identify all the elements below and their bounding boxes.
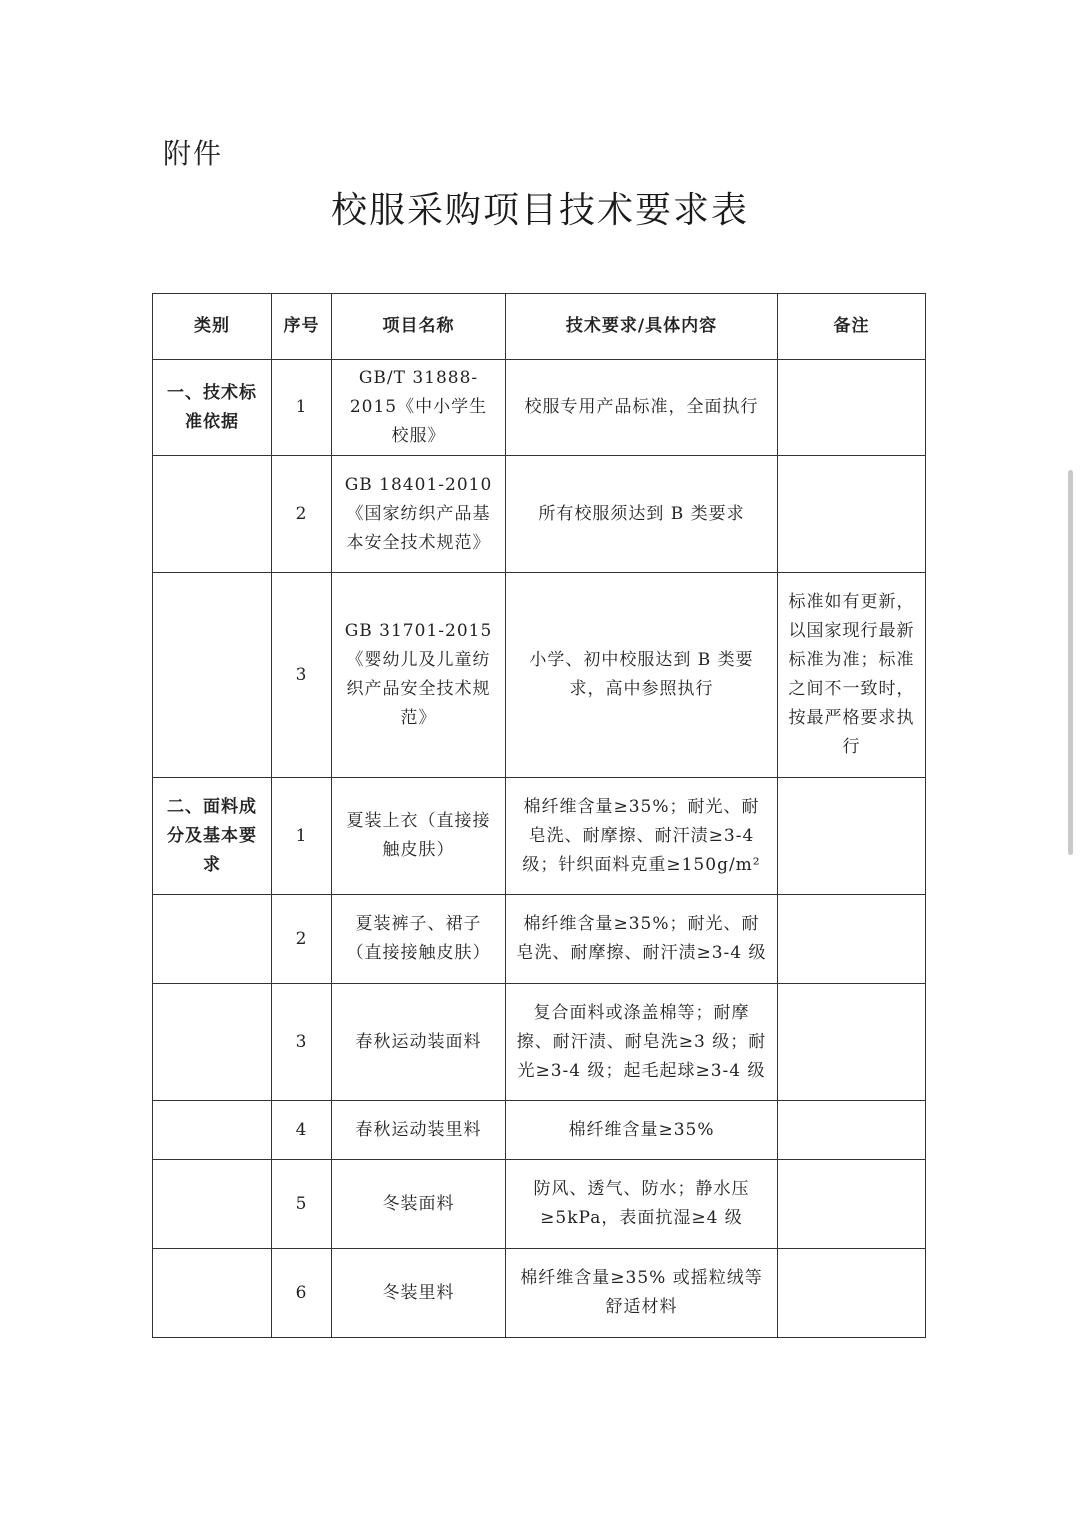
spec-table bbox=[152, 293, 926, 1338]
document-title: 校服采购项目技术要求表 bbox=[330, 190, 749, 231]
category-cell bbox=[153, 895, 272, 984]
number-cell: 1 bbox=[272, 360, 332, 456]
col-header-note: 备注 bbox=[778, 294, 926, 360]
table-row bbox=[153, 573, 926, 778]
requirement-cell: 校服专用产品标准，全面执行 bbox=[506, 360, 778, 456]
number-cell: 6 bbox=[272, 1249, 332, 1338]
requirement-cell: 棉纤维含量≥35% 或摇粒绒等舒适材料 bbox=[506, 1249, 778, 1338]
item-name-cell: 春秋运动装面料 bbox=[332, 984, 506, 1101]
item-name-cell: GB/T 31888-2015《中小学生校服》 bbox=[332, 360, 506, 456]
number-cell: 3 bbox=[272, 984, 332, 1101]
col-header-requirement: 技术要求/具体内容 bbox=[506, 294, 778, 360]
category-cell: 一、技术标准依据 bbox=[153, 360, 272, 456]
item-name-cell: 冬装里料 bbox=[332, 1249, 506, 1338]
note-cell bbox=[778, 1101, 926, 1160]
note-cell bbox=[778, 456, 926, 573]
table-row bbox=[153, 1160, 926, 1249]
requirement-cell: 棉纤维含量≥35% bbox=[506, 1101, 778, 1160]
requirement-cell: 棉纤维含量≥35%；耐光、耐皂洗、耐摩擦、耐汗渍≥3-4 级 bbox=[506, 895, 778, 984]
category-cell bbox=[153, 1101, 272, 1160]
item-name-cell: 夏装上衣（直接接触皮肤） bbox=[332, 778, 506, 895]
note-cell bbox=[778, 984, 926, 1101]
note-cell: 标准如有更新，以国家现行最新标准为准；标准之间不一致时，按最严格要求执行 bbox=[778, 573, 926, 778]
table-row bbox=[153, 360, 926, 456]
item-name-cell: 冬装面料 bbox=[332, 1160, 506, 1249]
table-row bbox=[153, 456, 926, 573]
table-row bbox=[153, 1101, 926, 1160]
requirement-cell: 复合面料或涤盖棉等；耐摩擦、耐汗渍、耐皂洗≥3 级；耐光≥3-4 级；起毛起球≥3-4 级 bbox=[506, 984, 778, 1101]
number-cell: 5 bbox=[272, 1160, 332, 1249]
category-cell bbox=[153, 984, 272, 1101]
note-cell bbox=[778, 778, 926, 895]
number-cell: 2 bbox=[272, 895, 332, 984]
requirement-cell: 防风、透气、防水；静水压≥5kPa，表面抗湿≥4 级 bbox=[506, 1160, 778, 1249]
note-cell bbox=[778, 360, 926, 456]
table-row bbox=[153, 984, 926, 1101]
requirement-cell: 所有校服须达到 B 类要求 bbox=[506, 456, 778, 573]
item-name-cell: 春秋运动装里料 bbox=[332, 1101, 506, 1160]
category-cell bbox=[153, 1249, 272, 1338]
item-name-cell: GB 18401-2010《国家纺织产品基本安全技术规范》 bbox=[332, 456, 506, 573]
number-cell: 1 bbox=[272, 778, 332, 895]
number-cell: 3 bbox=[272, 573, 332, 778]
category-cell bbox=[153, 573, 272, 778]
category-cell bbox=[153, 456, 272, 573]
note-cell bbox=[778, 1249, 926, 1338]
table-row bbox=[153, 778, 926, 895]
table-header-row bbox=[153, 294, 926, 360]
note-cell bbox=[778, 895, 926, 984]
requirement-cell: 棉纤维含量≥35%；耐光、耐皂洗、耐摩擦、耐汗渍≥3-4 级；针织面料克重≥150g/m² bbox=[506, 778, 778, 895]
number-cell: 4 bbox=[272, 1101, 332, 1160]
col-header-item-name: 项目名称 bbox=[332, 294, 506, 360]
category-cell bbox=[153, 1160, 272, 1249]
col-header-category: 类别 bbox=[153, 294, 272, 360]
attachment-label: 附件 bbox=[163, 137, 224, 170]
note-cell bbox=[778, 1160, 926, 1249]
table-row bbox=[153, 1249, 926, 1338]
requirement-cell: 小学、初中校服达到 B 类要求，高中参照执行 bbox=[506, 573, 778, 778]
col-header-number: 序号 bbox=[272, 294, 332, 360]
number-cell: 2 bbox=[272, 456, 332, 573]
item-name-cell: GB 31701-2015《婴幼儿及儿童纺织产品安全技术规范》 bbox=[332, 573, 506, 778]
vertical-scrollbar[interactable] bbox=[1068, 470, 1073, 855]
category-cell: 二、面料成分及基本要求 bbox=[153, 778, 272, 895]
item-name-cell: 夏装裤子、裙子（直接接触皮肤） bbox=[332, 895, 506, 984]
table-row bbox=[153, 895, 926, 984]
